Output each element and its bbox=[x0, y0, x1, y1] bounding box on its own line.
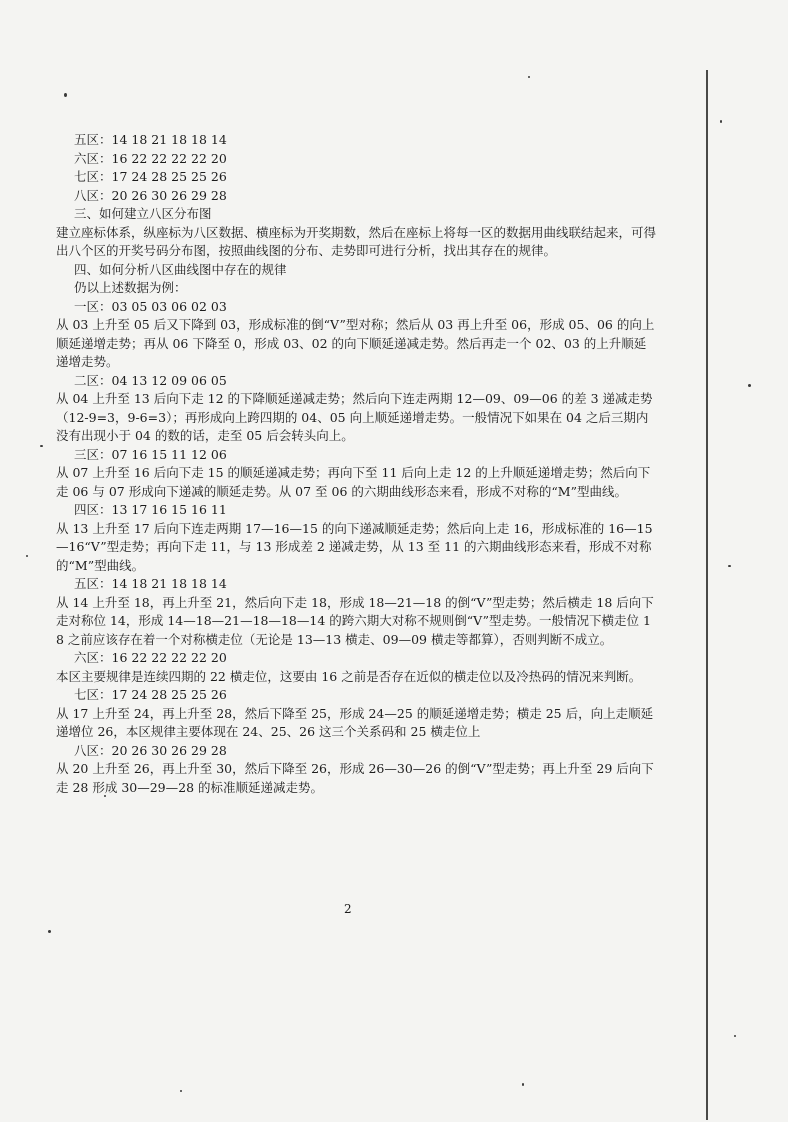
zone5-analysis: 从 14 上升至 18，再上升至 21，然后向下走 18，形成 18—21—18 的倒“V”型走势；然后横走 18 后向下走对称位 14，形成 14—18—21—18—18—14 的跨六期大对称不规则倒“V”型走势。一般情况下横走位 18 之前应该存在着一个对称横走位（无论是 13—13 横走、09—09 横走等都算），否则判断不成立。 bbox=[56, 594, 654, 647]
zone2-analysis: 从 04 上升至 13 后向下走 12 的下降顺延递减走势；然后向下连走两期 12—09、09—06 的差 3 递减走势（12-9=3，9-6=3）；再形成向上跨四期的 04、05 向上顺延递增走势。一般情况下如果在 04 之后三期内没有出现小于 04 的数的话，走至 05 后会转头向上。 bbox=[56, 391, 653, 443]
scan-speck bbox=[734, 1035, 736, 1037]
scan-speck bbox=[40, 445, 43, 447]
scan-speck bbox=[728, 565, 731, 567]
scan-speck bbox=[26, 555, 28, 557]
zone1-heading: 一区：03 05 03 06 02 03 bbox=[74, 298, 227, 314]
document-body bbox=[56, 131, 656, 797]
section-three-paragraph: 建立座标体系，纵座标为八区数据、横座标为开奖期数，然后在座标上将每一区的数据用曲线联结起来，可得出八个区的开奖号码分布图，按照曲线图的分布、走势即可进行分析，找出其存在的规律。 bbox=[56, 224, 657, 258]
scan-speck bbox=[104, 795, 106, 797]
section-four-heading: 四、如何分析八区曲线图中存在的规律 bbox=[74, 261, 287, 277]
scan-speck bbox=[522, 1083, 524, 1086]
zone5-heading: 五区：14 18 21 18 18 14 bbox=[74, 576, 227, 591]
zone3-analysis: 从 07 上升至 16 后向下走 15 的顺延递减走势；再向下至 11 后向上走 12 的上升顺延递增走势；然后向下走 06 与 07 形成向下递减的顺延走势。从 07 至 06 的六期曲线形态来看，形成不对称的“M”型曲线。 bbox=[56, 465, 651, 499]
scan-speck bbox=[720, 120, 722, 123]
zone1-analysis: 从 03 上升至 05 后又下降到 03，形成标准的倒“V”型对称；然后从 03 再上升至 06，形成 05、06 的向上顺延递增走势；再从 06 下降至 0，形成 03、02 的向下顺延递减走势。然后再走一个 02、03 的上升顺延递增走势。 bbox=[56, 317, 655, 369]
scan-speck bbox=[180, 1090, 182, 1092]
zone7-heading: 七区：17 24 28 25 25 26 bbox=[74, 687, 227, 702]
scan-speck bbox=[748, 384, 751, 387]
zone8-analysis: 从 20 上升至 26，再上升至 30，然后下降至 26，形成 26—30—26 的倒“V”型走势；再上升至 29 后向下走 28 形成 30—29—28 的标准顺延递减走势。 bbox=[56, 761, 654, 795]
margin-rule bbox=[706, 70, 708, 1120]
scan-speck bbox=[64, 93, 67, 97]
zone7-data: 七区：17 24 28 25 25 26 bbox=[74, 169, 227, 184]
zone8-data: 八区：20 26 30 26 29 28 bbox=[74, 187, 227, 203]
zone4-heading: 四区：13 17 16 15 16 11 bbox=[74, 502, 227, 517]
zone3-heading: 三区：07 16 15 11 12 06 bbox=[74, 446, 227, 462]
page-number: 2 bbox=[344, 902, 352, 916]
zone7-analysis: 从 17 上升至 24，再上升至 28，然后下降至 25，形成 24—25 的顺延递增走势；横走 25 后，向上走顺延递增位 26，本区规律主要体现在 24、25、26 这三个关系码和 25 横走位上 bbox=[56, 705, 654, 739]
zone2-heading: 二区：04 13 12 09 06 05 bbox=[74, 372, 227, 388]
zone6-analysis: 本区主要规律是连续四期的 22 横走位，这要由 16 之前是否存在近似的横走位以及冷热码的情况来判断。 bbox=[56, 668, 642, 684]
zone8-heading: 八区：20 26 30 26 29 28 bbox=[74, 742, 227, 758]
zone6-heading: 六区：16 22 22 22 22 20 bbox=[74, 650, 227, 665]
scan-speck bbox=[48, 930, 51, 933]
zone5-data: 五区：14 18 21 18 18 14 bbox=[74, 132, 227, 147]
example-intro: 仍以上述数据为例： bbox=[74, 280, 187, 295]
zone6-data: 六区：16 22 22 22 22 20 bbox=[74, 150, 227, 166]
scan-speck bbox=[528, 76, 530, 78]
zone4-analysis: 从 13 上升至 17 后向下连走两期 17—16—15 的向下递减顺延走势；然后向上走 16，形成标准的 16—15—16“V”型走势；再向下走 11，与 13 形成差 2 递减走势，从 13 至 11 的六期曲线形态来看，形成不对称的“M”型曲线。 bbox=[56, 520, 653, 573]
section-three-heading: 三、如何建立八区分布图 bbox=[74, 206, 212, 221]
